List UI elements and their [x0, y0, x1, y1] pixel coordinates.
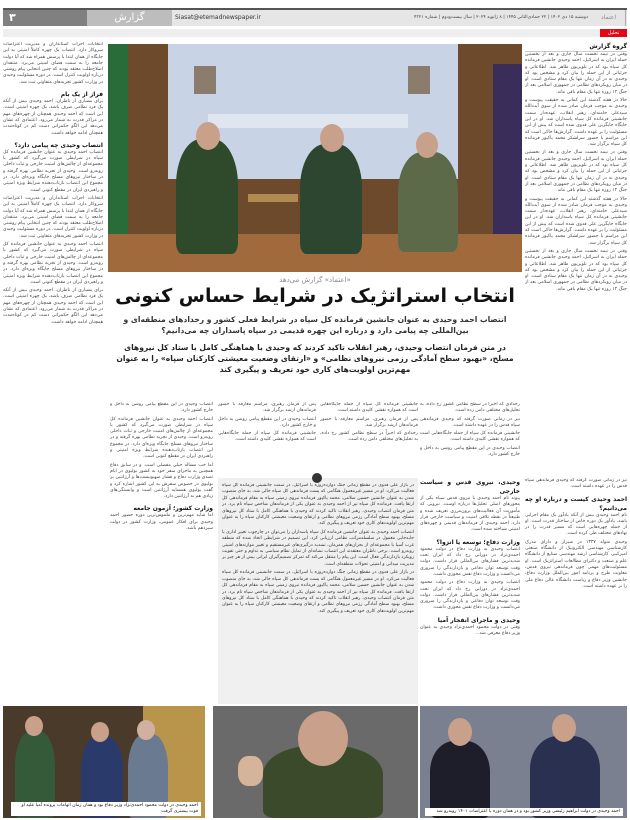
category-tag: تحلیل [600, 29, 627, 37]
column-right-top: گروه گزارش وقتی در نیمه نخست سال جاری و بعد از نخستین حمله ایران به اسرائیل، احمد وحیدی جانشین فرمانده کل سپاه بود که در تلویزیون ظاهر شد. اطلاعاتی و جزئیاتی از این حمله را بیان کرد و مشخص بود که وحیدی نه در آن زمان تنها یک مقام ستادی است. او در میان رویکردهای نظامی در جمهوری اسلامی بعد از جنگ ۱۲ روزه تنها یک مقام باقی ماند. حالا در هفته گذشته این کمانی به حقیقت پیوست و وحیدی به موجب فرمان صادر شده از سوی آیت‌الله سیدعلی خامنه‌ای، رهبر انقلاب، عهده‌دار سمت جانشینی فرمانده کل سپاه پاسداران شد. او در این جایگاه جایگزین علی فدوی شده است که پیش از این مسئولیت را بر عهده داشت. گزارش‌ها حاکی است که این مراسم با حضور سرلشکر محمد پاکپور فرمانده کل سپاه برگزار شد. وقتی در نیمه نخست سال جاری و بعد از نخستین حمله ایران به اسرائیل، احمد وحیدی جانشین فرمانده کل سپاه بود که در تلویزیون ظاهر شد. اطلاعاتی و جزئیاتی از این حمله را بیان کرد و مشخص بود که وحیدی نه در آن زمان تنها یک مقام ستادی است. او در میان رویکردهای نظامی در جمهوری اسلامی بعد از جنگ ۱۲ روزه تنها یک مقام باقی ماند. حالا در هفته گذشته این کمانی به حقیقت پیوست و وحیدی به موجب فرمان صادر شده از سوی آیت‌الله سیدعلی خامنه‌ای، رهبر انقلاب، عهده‌دار سمت جانشینی فرمانده کل سپاه پاسداران شد. او در این جایگاه جایگزین علی فدوی شده است که پیش از این مسئولیت را بر عهده داشت. گزارش‌ها حاکی است که این مراسم با حضور سرلشکر محمد پاکپور فرمانده کل سپاه برگزار شد. وقتی در نیمه نخست سال جاری و بعد از نخستین حمله ایران به اسرائیل، احمد وحیدی جانشین فرمانده کل سپاه بود که در تلویزیون ظاهر شد. اطلاعاتی و جزئیاتی از این حمله را بیان کرد و مشخص بود که وحیدی نه در آن زمان تنها یک مقام ستادی است. او در میان رویکردهای نظامی در جمهوری اسلامی بعد از جنگ ۱۲ روزه تنها یک مقام باقی ماند. [525, 43, 627, 292]
quote-icon [312, 473, 322, 483]
column-mid-2: جانشینی فرمانده کل سپاه از جمله جایگاه‌هایی است که همواره نقشی کلیدی داشته است. پس از فرمان رهبری، مراسم معارفه با حضور فرماندهان ارشد برگزار شد. رخدادی که اخیراً در سطح نظامی کشور رخ داده، به تحلیل‌های مختلفی دامن زده است. [320, 402, 418, 443]
page-number: ۳ [3, 10, 87, 26]
headline: انتخاب استراتژیک در شرایط حساس کنونی [115, 285, 515, 307]
column-mid-1: رخدادی که اخیراً در سطح نظامی کشور رخ داده، به تحلیل‌های مختلفی دامن زده است. نیز در زمانی صورت گرفته که وحیدی فرماندهی سپاه قدس را در عهده داشته است. جانشینی فرمانده کل سپاه از جمله جایگاه‌هایی است که همواره نقشی کلیدی داشته است. انتصاب وحیدی در این مقطع پیامی روشن به داخل و خارج کشور دارد. [420, 402, 520, 458]
banner-text-strip [208, 114, 408, 128]
subheading: وحیدی، نیروی قدس و سیاست خارجی [420, 479, 520, 495]
person-figure [398, 152, 458, 252]
subheading: وحیدی و ماجرای انفجار آمیا [437, 616, 520, 624]
section-title: گزارش [87, 10, 172, 26]
person-figure [530, 736, 600, 818]
photo-left [3, 706, 205, 818]
photo-middle [213, 706, 418, 818]
person-figure [430, 741, 490, 818]
person-head [448, 718, 472, 746]
person-figure [300, 144, 362, 254]
sidebar-box [218, 478, 418, 704]
kicker: «اعتماد» گزارش می‌دهد [279, 276, 351, 284]
column-left-top: انتخابات احزاب استانداران و مدیریت اعتراضات سروکار دارد. انتصاب یک چهره کاملاً امنیتی به این جایگاه از همان ابتدا با پرسش همراه شد که آیا دولت جامعه را به سمت فضای امنیتی می‌برد. منتقدان اصلاح‌طلب معتقد بودند که چنین انتخابی پیام روشنی درباره اولویت کنترل است. در دوره مسئولیت وحیدی در وزارت کشور تجربه‌های متفاوتی ثبت شد. فراز از یک بام برای بسیاری از ناظران، احمد وحیدی بیش از آنکه یک فرد نظامی صرف باشد، یک چهره امنیتی است. این است که احمد وحیدی همچنان از چهره‌های مهم در مراکز قدرت به شمار می‌رود. اعتمادی که نشان می‌دهد این الگو حکمرانی دست کم در کوتاه‌مدت همچنان ادامه خواهد داشت. انتصاب وحیدی چه پیامی دارد؟ انتصاب احمد وحیدی به عنوان جانشین فرمانده کل سپاه در شرایطی صورت می‌گیرد که کشور با مجموعه‌ای از چالش‌های امنیت خارجی و ثبات داخلی روبه‌رو است. وحیدی از تجربه نظامی بهره گرفته و در ساختار نیروهای مسلح جایگاه ویژه‌ای دارد. در مجموع این انتصاب بازتاب‌دهنده شرایط ویژه امنیتی و راهبردی ایران در مقطع کنونی است. انتخابات احزاب استانداران و مدیریت اعتراضات سروکار دارد. انتصاب یک چهره کاملاً امنیتی به این جایگاه از همان ابتدا با پرسش همراه شد که آیا دولت جامعه را به سمت فضای امنیتی می‌برد. منتقدان اصلاح‌طلب معتقد بودند که چنین انتخابی پیام روشنی درباره اولویت کنترل است. در دوره مسئولیت وحیدی در وزارت کشور تجربه‌های متفاوتی ثبت شد. انتصاب احمد وحیدی به عنوان جانشین فرمانده کل سپاه در شرایطی صورت می‌گیرد که کشور با مجموعه‌ای از چالش‌های امنیت خارجی و ثبات داخلی روبه‌رو است. وحیدی از تجربه نظامی بهره گرفته و در ساختار نیروهای مسلح جایگاه ویژه‌ای دارد. در مجموع این انتصاب بازتاب‌دهنده شرایط ویژه امنیتی و راهبردی ایران در مقطع کنونی است. برای بسیاری از ناظران، احمد وحیدی بیش از آنکه یک فرد نظامی صرف باشد، یک چهره امنیتی است. این است که احمد وحیدی همچنان از چهره‌های مهم در مراکز قدرت به شمار می‌رود. اعتمادی که نشان می‌دهد این الگو حکمرانی دست کم در کوتاه‌مدت همچنان ادامه خواهد داشت. [3, 42, 103, 325]
person-head [25, 716, 43, 736]
lead-text: در متن فرمان انتصاب وحیدی، رهبر انقلاب تاکید کردند که وحیدی با هماهنگی کامل با ستاد کل نیروهای مسلح، «بهبود سطح آمادگی رزمی نیروهای نظامی» و «ارتقای وضعیت معیشتی کارکنان سپاه» را به عنوان مهم‌ترین اولویت‌های کاری خود تعریف و پیگیری کند [116, 343, 514, 374]
subheadline: انتصاب احمد وحیدی به عنوان جانشین فرمانده کل سپاه در شرایط فعلی کشور و رخدادهای منطقه‌ای و بین‌المللی چه پیامی دارد و درباره این چهره قدیمی در سپاه پاسداران چه می‌دانیم؟ [123, 315, 507, 335]
portrait-frame [194, 66, 216, 94]
person-head [320, 124, 344, 152]
byline: گروه گزارش [525, 42, 627, 52]
person-head [552, 714, 576, 742]
person-head [416, 132, 438, 158]
photo-right [420, 706, 627, 818]
main-photo [108, 44, 522, 272]
subheading: وزارت دفاع؛ توسعه یا انزوا؟ [436, 538, 520, 546]
person-head [298, 711, 348, 766]
subheading: فراز از یک بام [60, 91, 103, 99]
person-head [91, 722, 109, 742]
portrait-frame [408, 66, 430, 94]
subheading: انتصاب وحیدی چه پیامی دارد؟ [14, 141, 103, 149]
person-head [196, 122, 220, 150]
column-right-lower-2: نیز در زمانی صورت گرفته که وحیدی فرماندهی سپاه قدس را در عهده داشته است. احمد وحیدی کیست و درباره او چه می‌دانیم؟ نام احمد وحیدی بیش از آنکه یادآور یک مقام اجرایی باشد، یادآور یک دوره خاص از ساختار قدرت است. او از جمله چهره‌هایی است که مسیر قدرت را در نهادهای مختلف طی کرده است. وحیدی متولد ۱۳۳۷ در شیراز و دارای مدرک کارشناسی مهندسی الکترونیک از دانشگاه صنعتی امیرکبیر، کارشناسی ارشد مهندسی صنایع از دانشگاه علم و صنعت و دکترای مطالعات استراتژیک است. او مسئولیت‌های مهمی چون فرماندهی نیروی قدس، معاونت طرح و برنامه امور بین‌الملل وزارت دفاع، جانشین وزیر دفاع و ریاست دانشگاه عالی دفاع ملی را بر عهده داشته است. [525, 478, 627, 589]
certificate [248, 194, 298, 202]
person-head [137, 720, 155, 740]
photo-caption: احمد وحیدی در دولت محمود احمدی‌نژاد وزیر دفاع بود و همان زمان اتهامات پرونده آمیا علیه او قوت بیشتری گرفت [11, 802, 201, 816]
sidebar-box-text: در بازار علی فدوی در مقطع زمانی جنگ دوازده‌روزه با اسرائیل، در سمت جانشینی فرمانده کل سپاه فعالیت می‌کرد. او در مسیر غیرمعمول هنگامی که پست فرماندهی کل سپاه خالی شد، به جای منصوب شدن به عنوان جانشین حسین سلامی، محمد پاکپور فرمانده نیروی زمینی سپاه به مقام فرماندهی کل ارتقا یافت. فرمانده کل سپاه نیز از احمد وحیدی به عنوان یکی از فرماندهان شاخص سپاه نام برد. در متن فرمان انتصاب وحیدی، رهبر انقلاب تاکید کردند که وحیدی با هماهنگی کامل با ستاد کل نیروهای مسلح، بهبود سطح آمادگی رزمی نیروهای نظامی و ارتقای وضعیت معیشتی کارکنان سپاه را به عنوان مهم‌ترین اولویت‌های کاری خود تعریف و پیگیری کند. انتصاب احمد وحیدی به عنوان جانشین فرمانده کل سپاه پاسداران را می‌توان در چارچوب تغییر اداری یا جابه‌جایی معمول در سلسله‌مراتب نظامی ارزیابی کرد. این تصمیم در شرایطی اتخاذ شده که منطقه غرب آسیا با مجموعه‌ای از بحران‌های همزمان، تشدید درگیری‌های غیرمستقیم و تغییر موازنه‌های امنیتی روبه‌رو است. برخی ناظران معتقدند این انتصاب نشانه‌ای از تمایل نظام سیاسی به تداوم و حتی تقویت رویکرد بازدارندگی فعال است. این پیام را منتقل می‌کند که تمرکز تصمیم‌گیران ایرانی بیش از هر چیز بر مدیریت میدانی و امنیتی تحولات منطقه‌ای است. در بازار علی فدوی در مقطع زمانی جنگ دوازده‌روزه با اسرائیل، در سمت جانشینی فرمانده کل سپاه فعالیت می‌کرد. او در مسیر غیرمعمول هنگامی که پست فرماندهی کل سپاه خالی شد، به جای منصوب شدن به عنوان جانشین حسین سلامی، محمد پاکپور فرمانده نیروی زمینی سپاه به مقام فرماندهی کل ارتقا یافت. فرمانده کل سپاه نیز از احمد وحیدی به عنوان یکی از فرماندهان شاخص سپاه نام برد. در متن فرمان انتصاب وحیدی، رهبر انقلاب تاکید کردند که وحیدی با هماهنگی کامل با ستاد کل نیروهای مسلح، بهبود سطح آمادگی رزمی نیروهای نظامی و ارتقای وضعیت معیشتی کارکنان سپاه را به عنوان مهم‌ترین اولویت‌های کاری خود تعریف و پیگیری کند. [222, 483, 414, 614]
issue-info: دوشنبه ۱۵ دی ۱۴۰۲ | ۲۲ جمادی‌الثانی ۱۴۴۵ | ۸ ژانویه ۲۰۲۴ | سال بیست‌ودوم | شماره ۴۳۲۱ [414, 15, 588, 20]
newspaper-logo: اعتماد [592, 10, 626, 26]
subheading: احمد وحیدی کیست و درباره او چه می‌دانیم؟ [525, 495, 627, 512]
subheading: وزارت کشور؛ آزمون جامعه [133, 505, 213, 513]
email-link[interactable]: Siasat@etemadnewspaper.ir [175, 14, 261, 21]
person-figure [176, 139, 238, 254]
column-mid-3: پس از فرمان رهبری، مراسم معارفه با حضور فرماندهان ارشد برگزار شد. انتصاب وحیدی در این مقطع پیامی روشن به داخل و خارج کشور دارد. جانشینی فرمانده کل سپاه از جمله جایگاه‌هایی است که همواره نقشی کلیدی داشته است. [218, 402, 316, 443]
column-right-lower-1: وحیدی، نیروی قدس و سیاست خارجی پیوند نام احمد وحیدی با نیروی قدس سپاه یکی از محورهای اصلی تحلیل‌ها درباره اوست. نیرویی که مأموریت آن فعالیت‌های برون‌مرزی تعریف شده و طبیعتاً در نقطه تلاقی امنیت و سیاست خارجی قرار دارد. احمد وحیدی از فرماندهان قدیمی و چهره‌های امنیتی شناخته شده است. وزارت دفاع؛ توسعه یا انزوا؟ انتصاب وحیدی به وزارت دفاع در دولت محمود احمدی‌نژاد در دورانی رخ داد که ایران تحت شدیدترین فشارهای بین‌المللی قرار داشت. دولت وقت توسعه توان دفاعی و بازدارندگی را ضروری می‌دانست و وزارت دفاع نقش محوری داشت. انتصاب وحیدی به وزارت دفاع در دولت محمود احمدی‌نژاد در دورانی رخ داد که ایران تحت شدیدترین فشارهای بین‌المللی قرار داشت. دولت وقت توسعه توان دفاعی و بازدارندگی را ضروری می‌دانست و وزارت دفاع نقش محوری داشت. وحیدی و ماجرای انفجار آمیا وقتی در دولت محمود احمدی‌نژاد وحیدی به عنوان وزیر دفاع معرفی شد... [420, 479, 520, 637]
column-left-2: انتصاب وحیدی در این مقطع پیامی روشن به داخل و خارج کشور دارد. انتصاب احمد وحیدی به عنوان جانشین فرمانده کل سپاه در شرایطی صورت می‌گیرد که کشور با مجموعه‌ای از چالش‌های امنیت خارجی و ثبات داخلی روبه‌رو است. وحیدی از تجربه نظامی بهره گرفته و در ساختار نیروهای مسلح جایگاه ویژه‌ای دارد. در مجموع این انتصاب بازتاب‌دهنده شرایط ویژه امنیتی و راهبردی ایران در مقطع کنونی است. اما خب مساله خیلی مفصلی است. و در سابق دفاع همچنین به ماجرای سفر خود به کشور بولیوی در ایام تصدی وزارت دفاع و فشار صهیونیست‌ها و آرژانتین بر بولیوی در خصوص سفرش به این کشور اشاره کرد و گفت بولیوی همسایه آرژانتین است و وابستگی‌های زیادی هم به آرژانتین دارد. وزارت کشور؛ آزمون جامعه اما شاید مهم‌ترین و ملموس‌ترین دوره حضور احمد وحیدی برای افکار عمومی، وزارت کشور در دولت سیزدهم باشد. [110, 402, 213, 532]
category-bar [3, 29, 627, 37]
flag [493, 64, 522, 244]
photo-caption: احمد وحیدی در دولت ابراهیم رئیسی وزیر کشور بود و در همان دوره با اعتراضات ۱۴۰۱ روبه‌رو شد [425, 808, 623, 816]
hand [238, 756, 263, 786]
